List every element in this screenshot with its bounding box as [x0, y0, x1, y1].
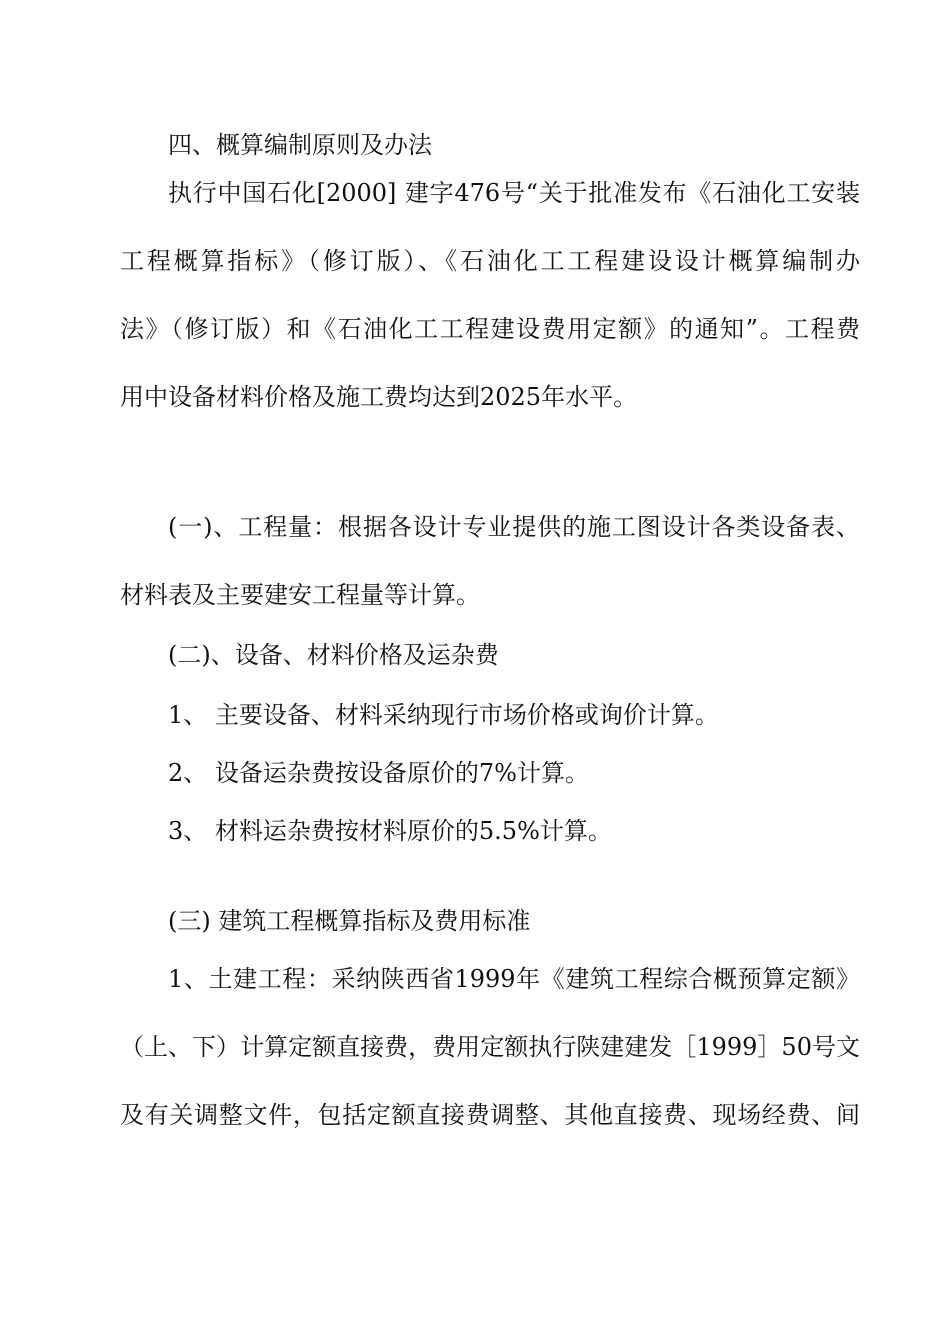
intro-line-1: 执行中国石化[2000] 建字476号“关于批准发布《石油化工安装 — [168, 179, 860, 207]
intro-line-3: 法》（修订版）和《石油化工工程建设费用定额》的通知”。工程费 — [120, 315, 860, 343]
part3-line-3: 及有关调整文件，包括定额直接费调整、其他直接费、现场经费、间 — [120, 1101, 860, 1129]
intro-line-4: 用中设备材料价格及施工费均达到2025年水平。 — [120, 383, 638, 411]
part2-item-2: 2、 设备运杂费按设备原价的7%计算。 — [168, 759, 589, 787]
section-heading: 四、概算编制原则及办法 — [168, 131, 432, 159]
part2-item-1: 1、 主要设备、材料采纳现行市场价格或询价计算。 — [168, 701, 719, 729]
part3-heading: (三) 建筑工程概算指标及费用标准 — [168, 907, 531, 935]
part3-line-2: （上、下）计算定额直接费，费用定额执行陕建建发［1999］50号文 — [120, 1033, 860, 1061]
part1-line-2: 材料表及主要建安工程量等计算。 — [120, 581, 480, 609]
intro-line-2: 工程概算指标》（修订版）、《石油化工工程建设设计概算编制办 — [120, 247, 860, 275]
part3-line-1: 1、土建工程：采纳陕西省1999年《建筑工程综合概预算定额》 — [168, 965, 860, 993]
part2-heading: (二)、设备、材料价格及运杂费 — [168, 641, 499, 669]
part2-item-3: 3、 材料运杂费按材料原价的5.5%计算。 — [168, 817, 612, 845]
part1-line-1: (一)、工程量：根据各设计专业提供的施工图设计各类设备表、 — [168, 513, 860, 541]
